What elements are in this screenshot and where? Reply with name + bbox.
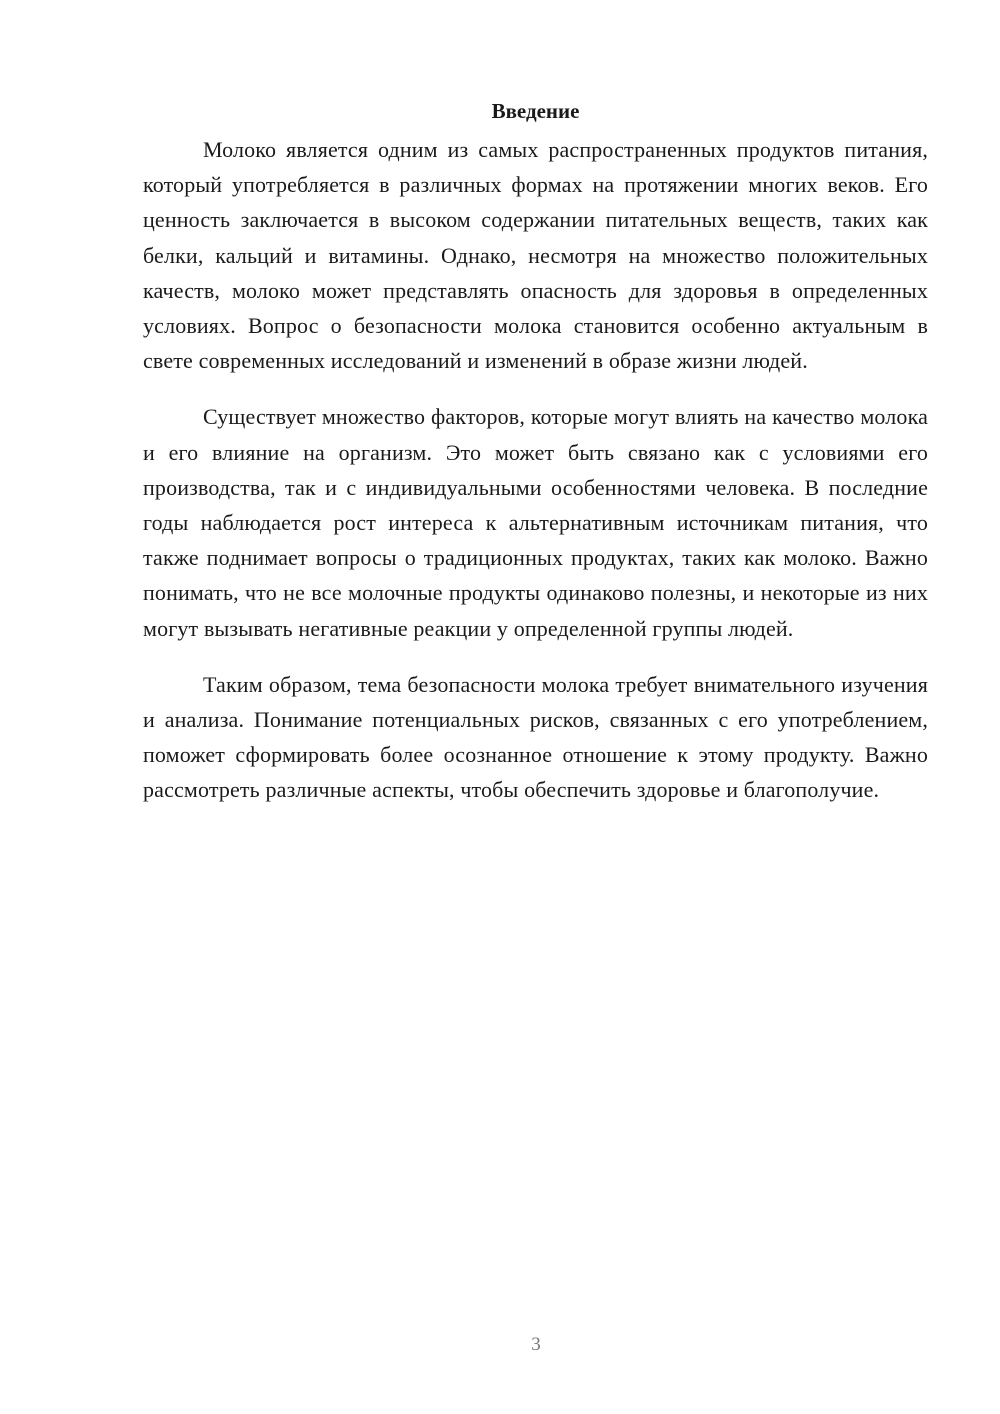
page-number: 3 bbox=[531, 1334, 541, 1355]
page-content bbox=[143, 96, 928, 829]
section-title: Введение bbox=[491, 99, 580, 123]
paragraph-1: Молоко является одним из самых распространенных продуктов питания, который употребляется в различных формах на протяжении многих веков. Его ценность заключается в высоком содержании питательных веществ, таких как белки, кальций и витамины. Однако, несмотря на множество положительных качеств, молоко может представлять опасность для здоровья в определенных условиях. Вопрос о безопасности молока становится особенно актуальным в свете современных исследований и изменений в образе жизни людей. bbox=[143, 137, 928, 374]
paragraph-3: Таким образом, тема безопасности молока требует внимательного изучения и анализа. Понимание потенциальных рисков, связанных с его употреблением, поможет сформировать более осознанное отношение к этому продукту. Важно рассмотреть различные аспекты, чтобы обеспечить здоровье и благополучие. bbox=[143, 671, 928, 803]
paragraph-2: Существует множество факторов, которые могут влиять на качество молока и его влияние на организм. Это может быть связано как с условиями его производства, так и с индивидуальными особенностями человека. В последние годы наблюдается рост интереса к альтернативным источникам питания, что также поднимает вопросы о традиционных продуктах, таких как молоко. Важно понимать, что не все молочные продукты одинаково полезны, и некоторые из них могут вызывать негативные реакции у определенной группы людей. bbox=[143, 404, 928, 641]
